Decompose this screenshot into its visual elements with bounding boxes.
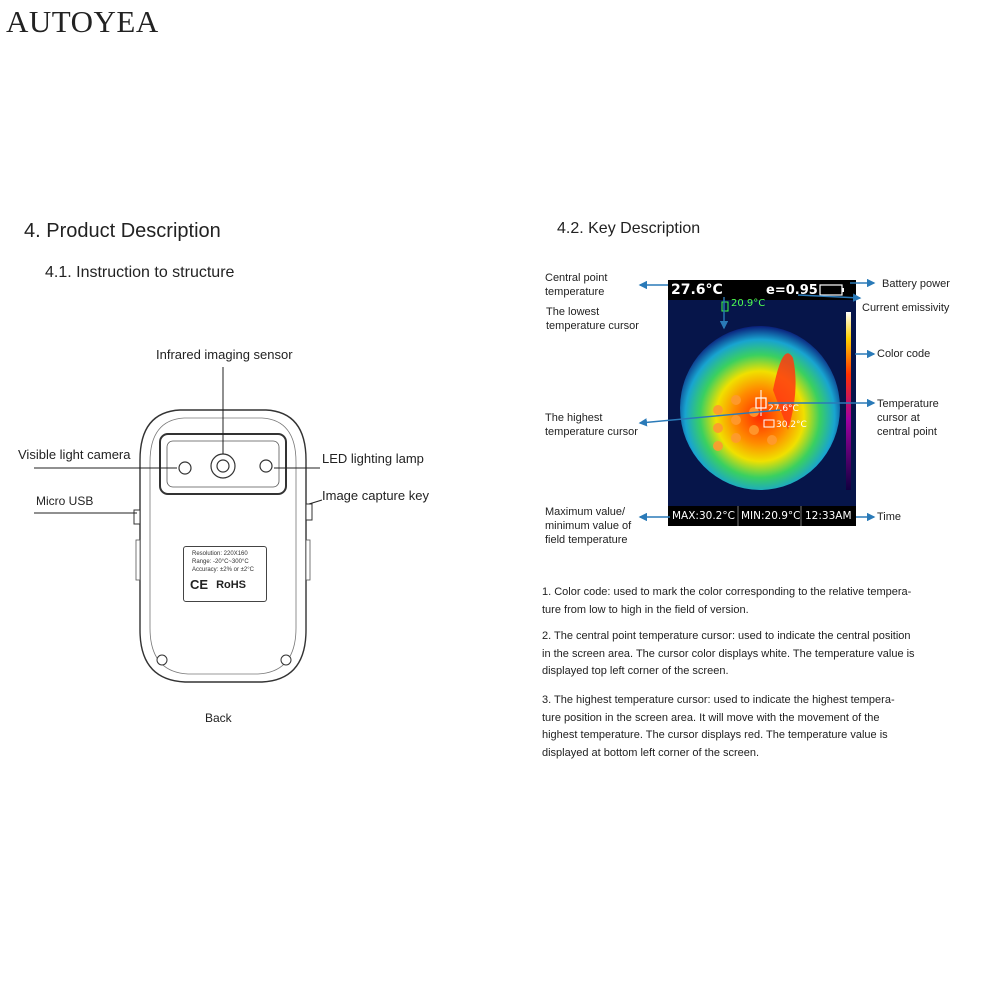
spec-resolution: Resolution: 220X160 (192, 551, 248, 557)
brand-logo-text: AUTOYEA (6, 4, 159, 39)
callout-time: Time (877, 511, 902, 523)
callout-highest-line1: The highest (545, 412, 603, 424)
callout-lowest-line2: temperature cursor (546, 320, 639, 332)
callout-central-point-line2: temperature (545, 286, 605, 298)
screen-lowest-temp: 20.9°C (731, 298, 766, 309)
spec-accuracy: Accuracy: ±2% or ±2°C (192, 567, 255, 573)
callout-highest (545, 411, 638, 439)
spec-plate (183, 546, 267, 602)
callout-temp-cursor-line3: central point (877, 426, 937, 438)
page-heading: 4. Product Description (24, 220, 221, 242)
description-line: ture from low to high in the field of version. (542, 603, 749, 616)
label-visible-camera: Visible light camera (18, 447, 131, 462)
callout-arrows (600, 270, 890, 530)
description-line: 2. The central point temperature cursor: used to indicate the central position (542, 630, 911, 642)
side-grip-left (136, 540, 140, 580)
label-ir-sensor: Infrared imaging sensor (156, 347, 293, 362)
screen-emissivity: e=0.95 (766, 283, 818, 298)
description-line: highest temperature. The cursor displays red. The temperature value is (542, 729, 888, 741)
callout-highest-line2: temperature cursor (545, 426, 638, 438)
callout-central-point (545, 271, 607, 299)
structure-section-title: 4.1. Instruction to structure (45, 264, 235, 281)
callout-temp-cursor-line2: cursor at (877, 412, 920, 424)
side-grip-right (306, 540, 310, 580)
screen-center-temp: 27.6°C (671, 282, 723, 298)
callout-temp-cursor (877, 397, 939, 439)
description-line: displayed top left corner of the screen. (542, 665, 729, 677)
key-section-title: 4.2. Key Description (557, 220, 701, 237)
spec-range: Range: -20°C~300°C (192, 559, 249, 565)
screw-right (281, 655, 291, 665)
ce-mark: CE (190, 577, 209, 592)
screen-highest-cursor-temp: 30.2°C (776, 420, 807, 430)
callout-battery: Battery power (882, 278, 950, 290)
description-central-cursor (542, 628, 962, 681)
description-line: 1. Color code: used to mark the color corresponding to the relative tempera- (542, 586, 912, 598)
callout-temp-cursor-line1: Temperature (877, 398, 939, 410)
callout-lowest-line1: The lowest (546, 306, 600, 318)
screen-min: MIN:20.9°C (741, 510, 801, 522)
screen-time: 12:33AM (805, 510, 852, 522)
description-line: in the screen area. The cursor color displays white. The temperature value is (542, 647, 915, 660)
callout-maxmin-line1: Maximum value/ (545, 506, 626, 518)
description-highest-cursor (542, 692, 962, 762)
ir-sensor-inner (217, 460, 229, 472)
callout-maxmin-line3: field temperature (545, 534, 628, 546)
device-back-diagram (0, 330, 500, 730)
callout-central-point-line1: Central point (545, 272, 608, 284)
callout-maxmin (545, 505, 631, 547)
description-line: ture position in the screen area. It will move with the movement of the (542, 711, 880, 724)
callout-maxmin-line2: minimum value of (545, 520, 632, 532)
screw-left (157, 655, 167, 665)
micro-usb-port (134, 510, 140, 524)
description-line: 3. The highest temperature cursor: used to indicate the highest tempera- (542, 694, 895, 706)
description-line: displayed at bottom left corner of the screen. (542, 746, 760, 759)
label-back: Back (205, 711, 232, 725)
screen-center-cursor-temp: 27.6°C (768, 404, 799, 414)
rohs-mark: RoHS (216, 578, 247, 591)
visible-camera-lens (179, 462, 191, 474)
capture-key (306, 504, 312, 520)
label-capture-key: Image capture key (322, 488, 429, 503)
description-color-code (542, 584, 962, 619)
led-lamp (260, 460, 272, 472)
callout-emissivity: Current emissivity (862, 302, 950, 314)
callout-color-code: Color code (877, 348, 931, 360)
callout-lowest (546, 305, 639, 333)
label-micro-usb: Micro USB (36, 494, 94, 508)
label-led-lamp: LED lighting lamp (322, 451, 424, 466)
screen-max: MAX:30.2°C (672, 510, 735, 522)
